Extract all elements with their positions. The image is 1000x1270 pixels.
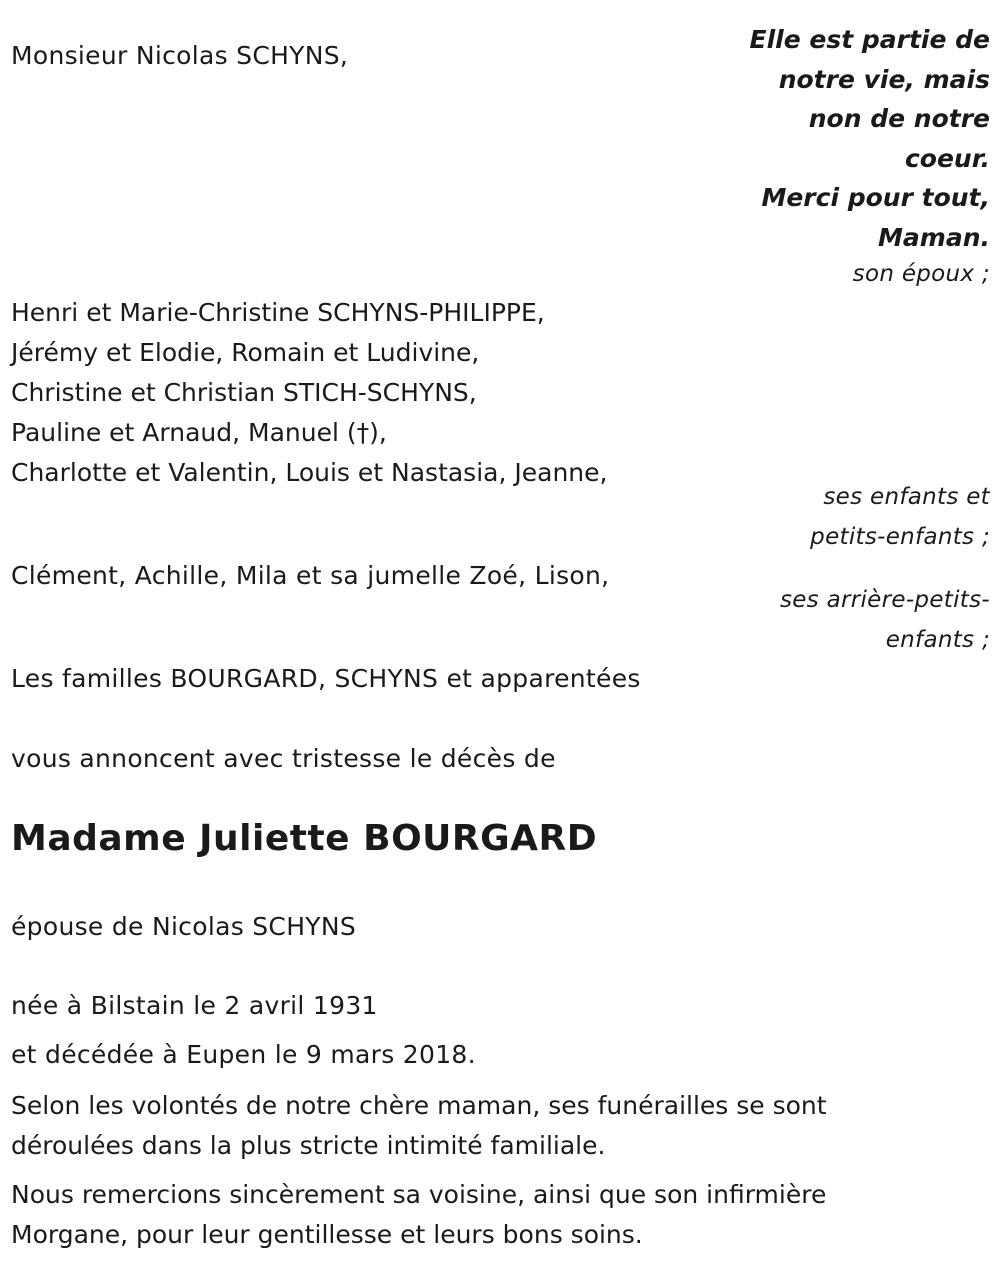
children-role-line: petits-enfants ; [810, 524, 990, 550]
memorial-quote [750, 20, 991, 257]
children-line: Jérémy et Elodie, Romain et Ludivine, [11, 338, 480, 367]
thanks-line: Nous remercions sincèrement sa voisine, ainsi que son infirmière [11, 1180, 827, 1209]
children-role-line: ses enfants et [823, 484, 990, 510]
spouse-role: son époux ; [852, 261, 990, 287]
funeral-note-line: déroulées dans la plus stricte intimité familiale. [11, 1131, 606, 1160]
children-line: Christine et Christian STICH-SCHYNS, [11, 378, 477, 407]
funeral-note-line: Selon les volontés de notre chère maman, ses funérailles se sont [11, 1091, 827, 1120]
children-list [11, 293, 607, 493]
quote-line: Maman. [878, 222, 990, 252]
spouse-of-line: épouse de Nicolas SCHYNS [11, 912, 357, 941]
thanks-note [11, 1175, 826, 1255]
death-line: et décédée à Eupen le 9 mars 2018. [11, 1040, 476, 1069]
children-line: Pauline et Arnaud, Manuel (†), [11, 418, 387, 447]
children-line: Charlotte et Valentin, Louis et Nastasia, Jeanne, [11, 458, 608, 487]
quote-line: coeur. [904, 143, 990, 173]
great-grandchildren-role-line: ses arrière-petits- [779, 587, 990, 613]
birth-line: née à Bilstain le 2 avril 1931 [11, 991, 378, 1020]
quote-line: notre vie, mais [778, 64, 990, 94]
quote-line: Elle est partie de [749, 25, 990, 54]
funeral-note [11, 1086, 827, 1166]
children-role [810, 477, 990, 557]
quote-line: non de notre [808, 104, 990, 133]
deceased-name: Madame Juliette BOURGARD [11, 818, 598, 859]
spouse-name: Monsieur Nicolas SCHYNS, [11, 41, 349, 70]
great-grandchildren-role [780, 580, 990, 660]
thanks-line: Morgane, pour leur gentillesse et leurs bons soins. [11, 1220, 643, 1249]
great-grandchildren-role-line: enfants ; [885, 627, 990, 653]
great-grandchildren-list: Clément, Achille, Mila et sa jumelle Zoé, Lison, [11, 561, 610, 590]
quote-line: Merci pour tout, [761, 183, 990, 212]
families-line: Les familles BOURGARD, SCHYNS et apparentées [11, 664, 641, 693]
announcement-line: vous annoncent avec tristesse le décès de [11, 744, 556, 773]
children-line: Henri et Marie-Christine SCHYNS-PHILIPPE, [11, 298, 545, 327]
